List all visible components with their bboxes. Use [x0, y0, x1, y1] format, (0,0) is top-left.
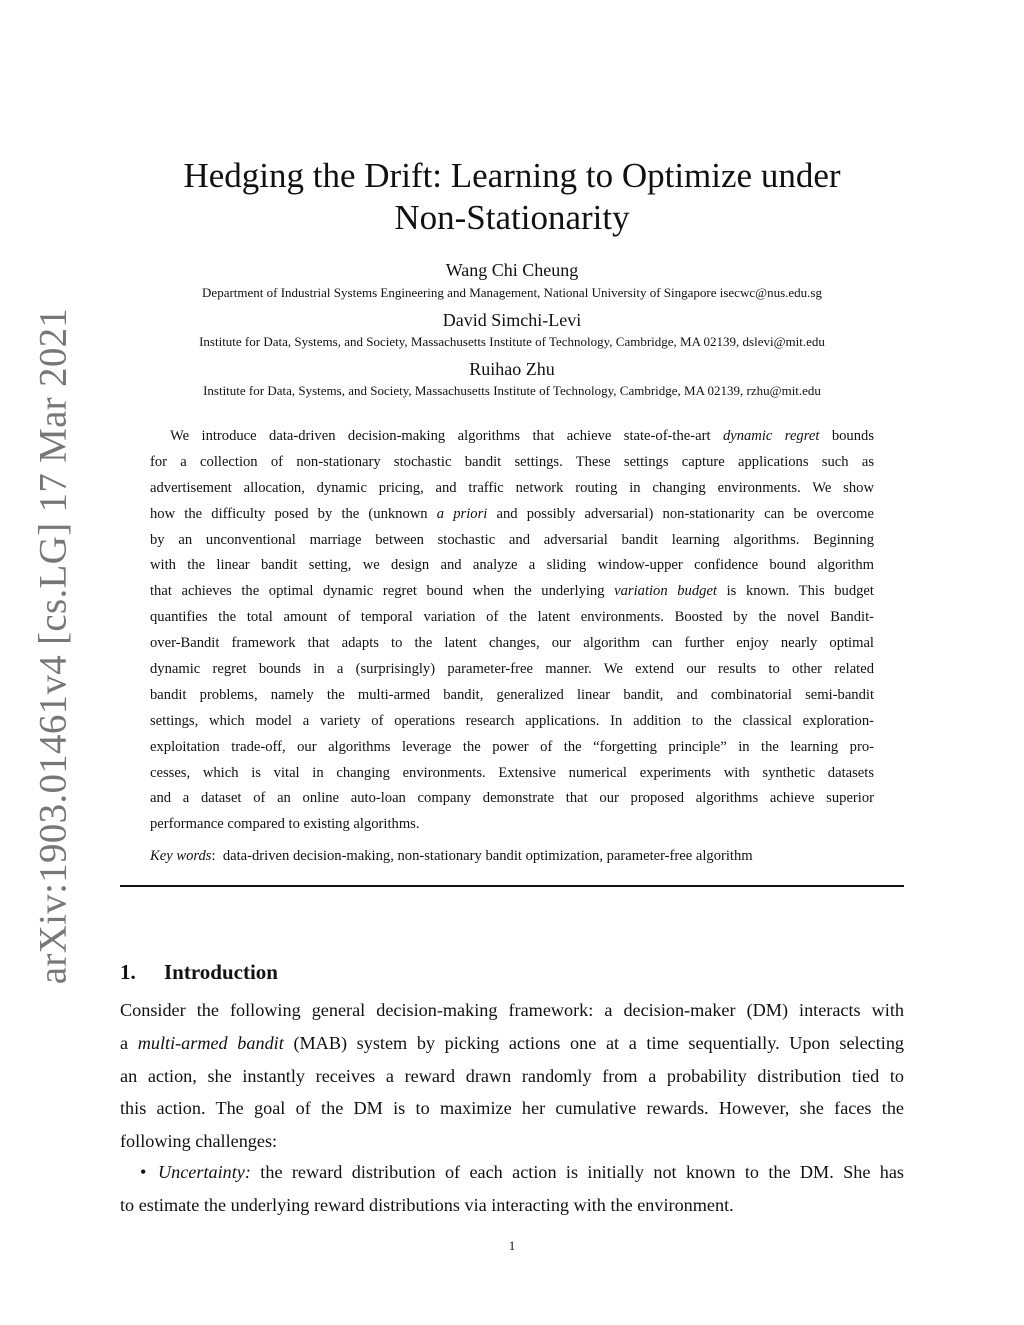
body-line: following challenges: [120, 1131, 278, 1152]
abstract-line: settings, which model a variety of operations research applications. In addition to the classical exploration- [150, 712, 874, 729]
title-line-2: Non-Stationarity [394, 198, 630, 237]
abstract [150, 424, 874, 838]
abstract-line: dynamic regret bounds in a (surprisingly) parameter-free manner. We extend our results to other related [150, 661, 874, 678]
abstract-divider [120, 885, 904, 887]
body-line: this action. The goal of the DM is to maximize her cumulative rewards. However, she faces the [120, 1098, 904, 1119]
abstract-line: by an unconventional marriage between stochastic and adversarial bandit learning algorithms. Beginning [150, 531, 874, 548]
page-number: 1 [508, 1238, 516, 1253]
abstract-line: and a dataset of an online auto-loan company demonstrate that our proposed algorithms achieve superior [150, 790, 874, 807]
abstract-line: bandit problems, namely the multi-armed bandit, generalized linear bandit, and combinatorial semi-bandit [150, 686, 874, 703]
keywords-label: Key words [150, 848, 212, 864]
body-line: Consider the following general decision-making framework: a decision-maker (DM) interacts with [120, 1000, 904, 1020]
abstract-line: cesses, which is vital in changing environments. Extensive numerical experiments with synthetic datasets [150, 764, 874, 781]
author-name-1: Wang Chi Cheung [445, 260, 579, 280]
body-line: a multi-armed bandit (MAB) system by picking actions one at a time sequentially. Upon selecting [120, 1032, 905, 1053]
bullet-label: Uncertainty: [158, 1162, 251, 1182]
author-name-3: Ruihao Zhu [469, 359, 555, 379]
bullet-line: to estimate the underlying reward distributions via interacting with the environment. [120, 1194, 734, 1215]
section-title: Introduction [164, 960, 278, 984]
abstract-line: exploitation trade-off, our algorithms leverage the power of the “forgetting principle” in the learning pro- [150, 738, 874, 755]
introduction-paragraph [120, 994, 904, 1158]
emphasis-a-priori: a priori [436, 505, 488, 522]
arxiv-identifier-stamp: arXiv:1903.01461v4 [cs.LG] 17 Mar 2021 [31, 307, 75, 985]
abstract-line: quantifies the total amount of temporal variation of the latent environments. Boosted by the novel Bandit- [150, 609, 874, 626]
abstract-line: advertisement allocation, dynamic pricing, and traffic network routing in changing environments. We show [150, 479, 874, 496]
emphasis-multi-armed-bandit: multi-armed bandit [137, 1032, 284, 1053]
abstract-line: how the difficulty posed by the (unknown a priori and possibly adversarial) non-stationarity can be overcome [150, 505, 875, 522]
abstract-line: with the linear bandit setting, we design and analyze a sliding window-upper confidence bound algorithm [150, 557, 874, 574]
emphasis-dynamic-regret: dynamic regret [722, 428, 820, 444]
bullet-line: • Uncertainty: the reward distribution of each action is initially not known to the DM. She has [120, 1156, 904, 1189]
bullet-item-uncertainty [120, 1156, 904, 1222]
body-line: an action, she instantly receives a reward drawn randomly from a probability distribution tied to [120, 1065, 904, 1086]
section-number: 1. [120, 960, 136, 984]
title-line-1: Hedging the Drift: Learning to Optimize under [183, 156, 841, 195]
abstract-line: that achieves the optimal dynamic regret bound when the underlying variation budget is known. This budget [150, 583, 874, 600]
bullet-icon: • [140, 1162, 147, 1182]
paper-title [120, 155, 904, 239]
author-affiliation-2: Institute for Data, Systems, and Society, Massachusetts Institute of Technology, Cambridge, MA 02139, dslevi@mit.edu [199, 334, 825, 349]
keywords-text: data-driven decision-making, non-stationary bandit optimization, parameter-free algorithm [222, 848, 753, 864]
author-name-2: David Simchi-Levi [442, 310, 582, 330]
emphasis-variation-budget: variation budget [614, 583, 717, 600]
section-heading [120, 960, 278, 985]
abstract-line: for a collection of non-stationary stochastic bandit settings. These settings capture applications such as [150, 453, 874, 470]
keywords: Key words: data-driven decision-making, non-stationary bandit optimization, parameter-free algorithm [150, 848, 753, 864]
abstract-line: over-Bandit framework that adapts to the latent changes, our algorithm can further enjoy nearly optimal [150, 635, 874, 652]
author-affiliation-1: Department of Industrial Systems Engineering and Management, National University of Singapore isecwc@nus.edu.sg [202, 285, 822, 300]
abstract-line: performance compared to existing algorithms. [150, 816, 420, 833]
author-affiliation-3: Institute for Data, Systems, and Society, Massachusetts Institute of Technology, Cambridge, MA 02139, rzhu@mit.edu [203, 383, 821, 398]
abstract-line: We introduce data-driven decision-making algorithms that achieve state-of-the-art dynamic regret bounds [170, 428, 874, 444]
